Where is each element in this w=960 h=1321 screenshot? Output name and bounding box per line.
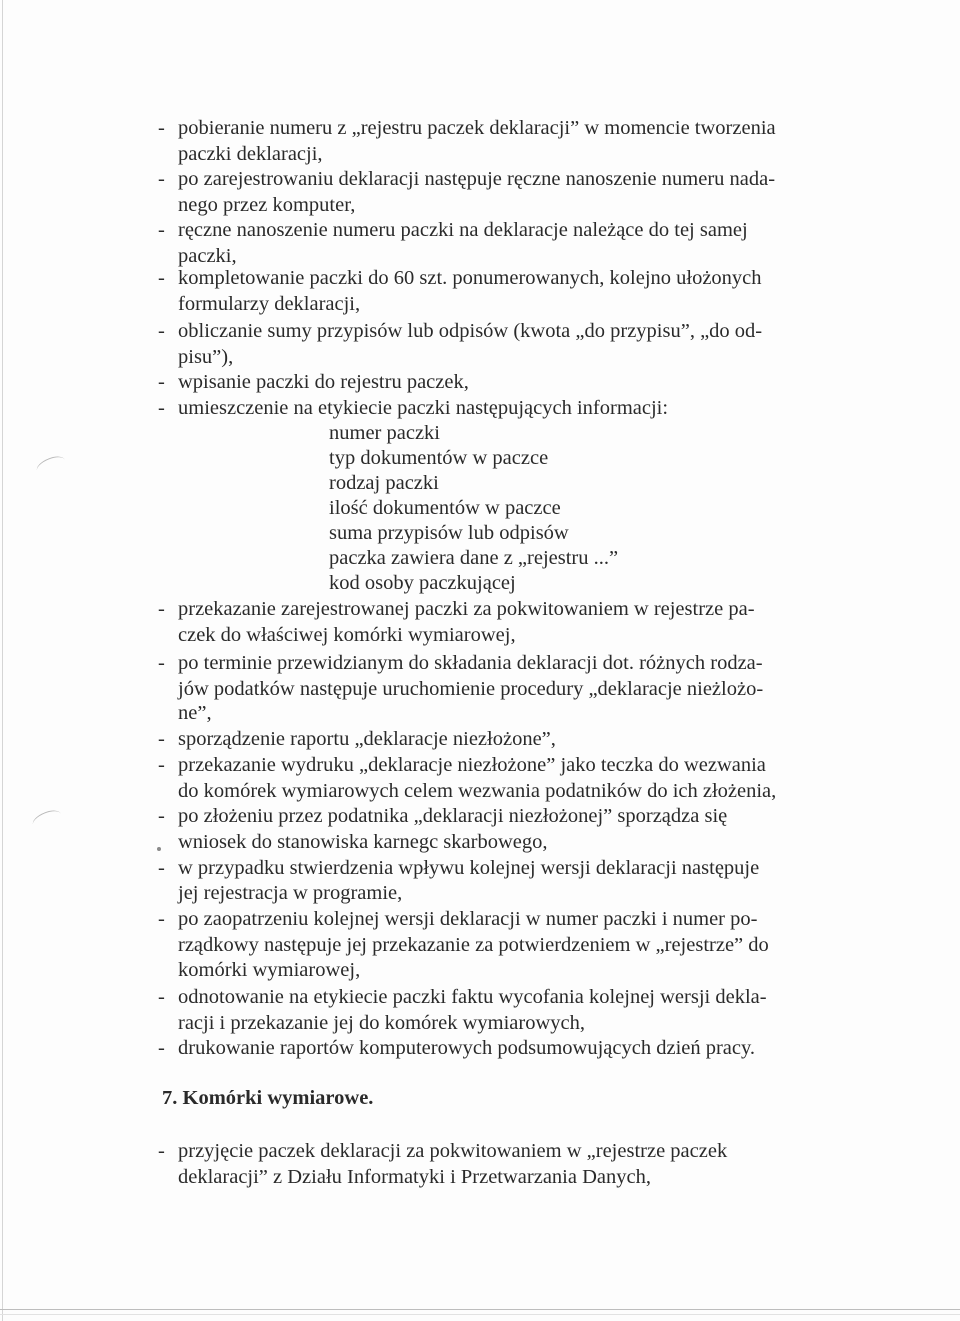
text-line: racji i przekazanie jej do komórek wymiarowych, (178, 1012, 585, 1034)
scan-mark (34, 453, 67, 478)
text-line: umieszczenie na etykiecie paczki następujących informacji: (178, 397, 669, 419)
label-info-line: ilość dokumentów w paczce (329, 497, 561, 519)
text-line: wniosek do stanowiska karnegc skarbowego, (178, 831, 548, 853)
text-line: przekazanie wydruku „deklaracje niezłożone” jako teczka do wezwania (178, 754, 766, 776)
list-dash: - (158, 805, 165, 827)
list-dash: - (158, 267, 165, 289)
scan-dot (157, 847, 161, 851)
list-dash: - (158, 1037, 165, 1059)
text-line: ręczne nanoszenie numeru paczki na deklaracje należące do tej samej (178, 219, 748, 241)
list-dash: - (158, 219, 165, 241)
text-line: pisu”), (178, 346, 234, 368)
list-dash: - (158, 598, 165, 620)
list-dash: - (158, 320, 165, 342)
label-info-line: kod osoby paczkującej (329, 572, 516, 594)
text-line: po zaopatrzeniu kolejnej wersji deklaracji w numer paczki i numer po- (178, 908, 758, 930)
scan-mark (30, 807, 63, 832)
list-dash: - (158, 117, 165, 139)
list-dash: - (158, 857, 165, 879)
list-dash: - (158, 1140, 165, 1162)
section-heading: 7. Komórki wymiarowe. (162, 1087, 374, 1109)
text-line: kompletowanie paczki do 60 szt. ponumerowanych, kolejno ułożonych (178, 267, 762, 289)
text-line: drukowanie raportów komputerowych podsumowujących dzień pracy. (178, 1037, 756, 1059)
text-line: formularzy deklaracji, (178, 293, 361, 315)
list-dash: - (158, 371, 165, 393)
list-dash: - (158, 652, 165, 674)
text-line: pobieranie numeru z „rejestru paczek deklaracji” w momencie tworzenia (178, 117, 776, 139)
text-line: ne”, (178, 702, 212, 724)
label-info-line: suma przypisów lub odpisów (329, 522, 569, 544)
label-info-line: rodzaj paczki (329, 472, 439, 494)
text-line: czek do właściwej komórki wymiarowej, (178, 624, 516, 646)
text-line: obliczanie sumy przypisów lub odpisów (kwota „do przypisu”, „do od- (178, 320, 763, 342)
text-line: sporządzenie raportu „deklaracje niezłożone”, (178, 728, 556, 750)
text-line: komórki wymiarowej, (178, 959, 361, 981)
text-line: rządkowy następuje jej przekazanie za potwierdzeniem w „rejestrze” do (178, 934, 769, 956)
text-line: nego przez komputer, (178, 194, 356, 216)
text-line: wpisanie paczki do rejestru paczek, (178, 371, 469, 393)
text-line: deklaracji” z Działu Informatyki i Przetwarzania Danych, (178, 1166, 651, 1188)
text-line: przyjęcie paczek deklaracji za pokwitowaniem w „rejestrze paczek (178, 1140, 728, 1162)
list-dash: - (158, 168, 165, 190)
text-line: przekazanie zarejestrowanej paczki za pokwitowaniem w rejestrze pa- (178, 598, 755, 620)
text-line: po terminie przewidzianym do składania deklaracji dot. różnych rodza- (178, 652, 763, 674)
text-line: paczki, (178, 245, 237, 267)
text-line: po zarejestrowaniu deklaracji następuje ręczne nanoszenie numeru nada- (178, 168, 776, 190)
text-line: po złożeniu przez podatnika „deklaracji niezłożonej” sporządza się (178, 805, 728, 827)
text-line: do komórek wymiarowych celem wezwania podatników do ich złożenia, (178, 780, 777, 802)
label-info-line: numer paczki (329, 422, 440, 444)
text-line: jów podatków następuje uruchomienie procedury „deklaracje nieżlożo- (178, 678, 764, 700)
list-dash: - (158, 728, 165, 750)
text-line: w przypadku stwierdzenia wpływu kolejnej wersji deklaracji następuje (178, 857, 760, 879)
list-dash: - (158, 986, 165, 1008)
text-line: paczki deklaracji, (178, 143, 323, 165)
list-dash: - (158, 397, 165, 419)
page-bottom-edge-shadow (0, 1314, 960, 1315)
list-dash: - (158, 908, 165, 930)
label-info-line: paczka zawiera dane z „rejestru ...” (329, 547, 619, 569)
label-info-line: typ dokumentów w paczce (329, 447, 549, 469)
page-left-edge (2, 0, 3, 1321)
list-dash: - (158, 754, 165, 776)
text-line: jej rejestracja w programie, (178, 882, 403, 904)
text-line: odnotowanie na etykiecie paczki faktu wycofania kolejnej wersji dekla- (178, 986, 767, 1008)
page-bottom-edge (0, 1309, 960, 1310)
